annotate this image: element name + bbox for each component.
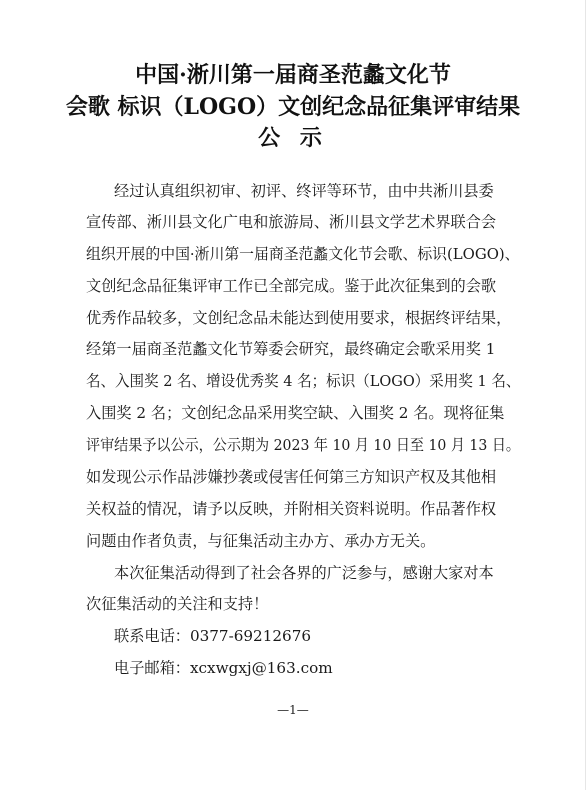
body-line: 关权益的情况，请予以反映，并附相关资料说明。作品著作权 [86, 500, 497, 518]
page-number: —1— [277, 703, 309, 717]
title-line-2: 会歌 标识（LOGO）文创纪念品征集评审结果 [65, 94, 521, 120]
body-line: 问题由作者负责，与征集活动主办方、承办方无关。 [86, 532, 436, 550]
contact-email: 电子邮箱：xcxwgxj@163.com [114, 659, 333, 677]
body-line: 组织开展的中国·淅川第一届商圣范蠡文化节会歌、标识(LOGO)、 [86, 245, 520, 263]
body-line: 次征集活动的关注和支持！ [86, 595, 269, 613]
title-line-1: 中国·淅川第一届商圣范蠡文化节 [135, 62, 451, 88]
body-line: 宣传部、淅川县文化广电和旅游局、淅川县文学艺术界联合会 [86, 213, 497, 231]
title-line-3: 公 示 [258, 125, 328, 151]
body-line: 文创纪念品征集评审工作已全部完成。鉴于此次征集到的会歌 [86, 277, 497, 295]
body-line: 评审结果予以公示，公示期为 2023 年 10 月 10 日至 10 月 13 日。 [86, 436, 521, 454]
body-line: 经过认真组织初审、初评、终评等环节，由中共淅川县委 [114, 182, 494, 200]
body-line: 如发现公示作品涉嫌抄袭或侵害任何第三方知识产权及其他相 [86, 468, 497, 486]
body-line: 名、入围奖 2 名、增设优秀奖 4 名；标识（LOGO）采用奖 1 名、 [86, 372, 521, 390]
body-line: 入围奖 2 名；文创纪念品采用奖空缺、入围奖 2 名。现将征集 [86, 404, 505, 422]
body-line: 优秀作品较多，文创纪念品未能达到使用要求，根据终评结果， [86, 309, 512, 327]
body-line: 本次征集活动得到了社会各界的广泛参与，感谢大家对本 [114, 564, 494, 582]
contact-phone: 联系电话：0377-69212676 [114, 627, 312, 645]
body-line: 经第一届商圣范蠡文化节筹委会研究，最终确定会歌采用奖 1 [86, 340, 496, 358]
